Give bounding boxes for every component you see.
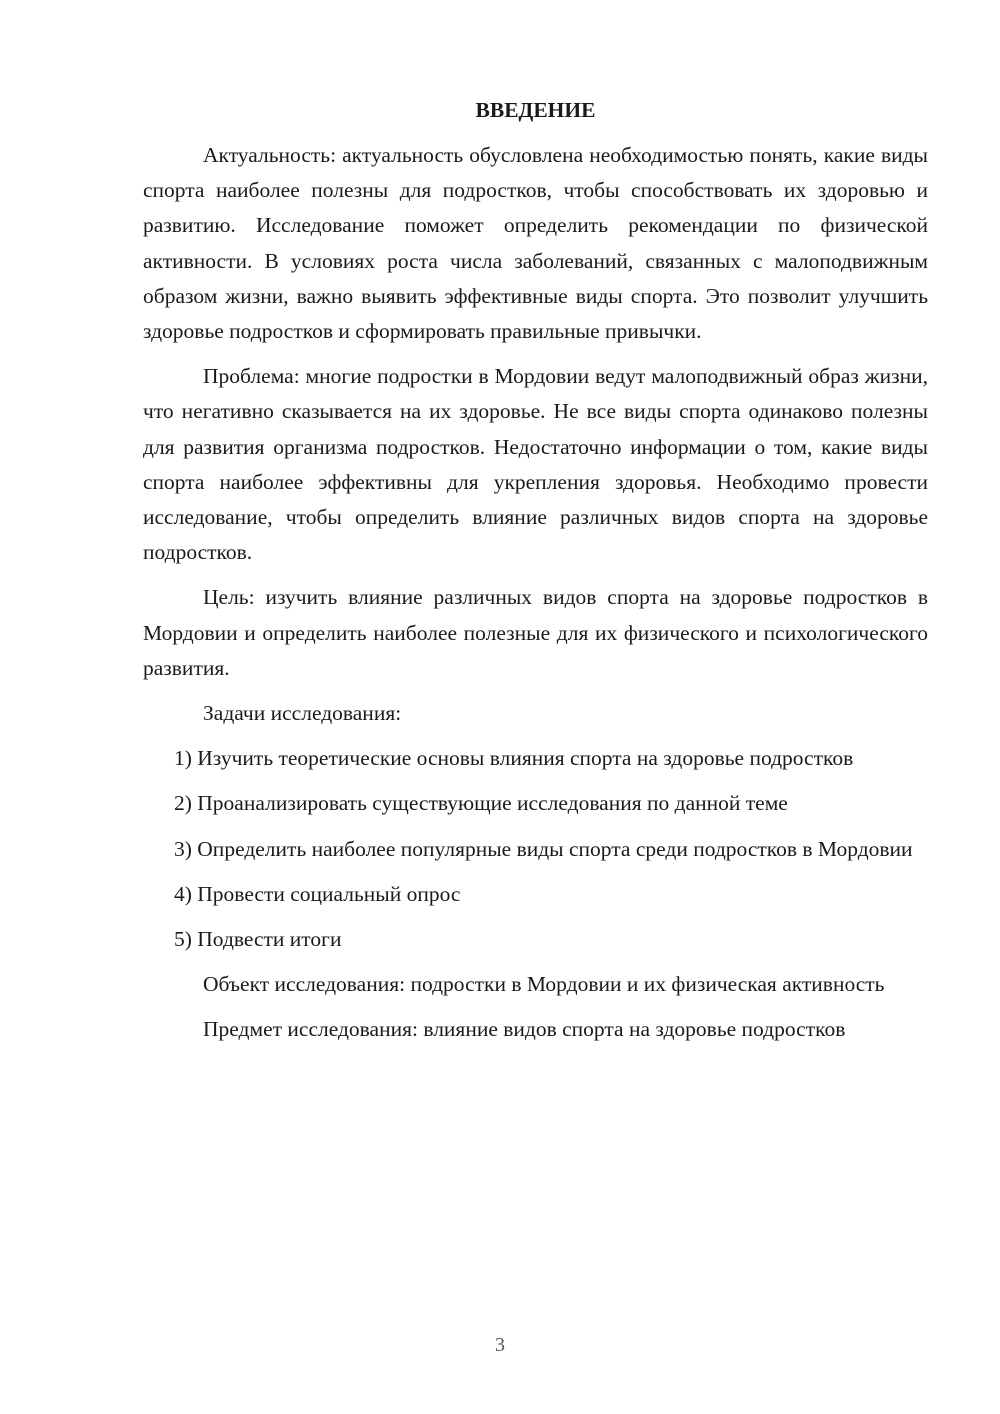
task-item-1: 1) Изучить теоретические основы влияния спорта на здоровье подростков <box>174 746 854 771</box>
goal-paragraph: Цель: изучить влияние различных видов спорта на здоровье подростков в Мордовии и определить наиболее полезные для их физического и психологического развития. <box>143 585 928 680</box>
research-subject-paragraph: Предмет исследования: влияние видов спорта на здоровье подростков <box>203 1017 846 1042</box>
tasks-heading: Задачи исследования: <box>203 701 402 726</box>
page-number: 3 <box>495 1334 505 1356</box>
relevance-paragraph: Актуальность: актуальность обусловлена необходимостью понять, какие виды спорта наиболее полезны для подростков, чтобы способствовать их здоровью и развитию. Исследование поможет определить рекомендации по физической активности. В условиях роста числа заболеваний, связанных с малоподвижным образом жизни, важно выявить эффективные виды спорта. Это позволит улучшить здоровье подростков и сформировать правильные привычки. <box>143 143 928 344</box>
tasks-list <box>143 741 928 957</box>
section-title: ВВЕДЕНИЕ <box>475 98 596 122</box>
task-item-4: 4) Провести социальный опрос <box>174 881 461 906</box>
research-object-paragraph: Объект исследования: подростки в Мордовии и их физическая активность <box>203 972 885 997</box>
document-page <box>143 92 928 1058</box>
task-item-5: 5) Подвести итоги <box>174 927 342 952</box>
task-item-2: 2) Проанализировать существующие исследования по данной теме <box>174 791 788 816</box>
task-item-3: 3) Определить наиболее популярные виды спорта среди подростков в Мордовии <box>174 836 913 861</box>
problem-paragraph: Проблема: многие подростки в Мордовии ведут малоподвижный образ жизни, что негативно сказывается на их здоровье. Не все виды спорта одинаково полезны для развития организма подростков. Недостаточно информации о том, какие виды спорта наиболее эффективны для укрепления здоровья. Необходимо провести исследование, чтобы определить влияние различных видов спорта на здоровье подростков. <box>143 364 928 565</box>
